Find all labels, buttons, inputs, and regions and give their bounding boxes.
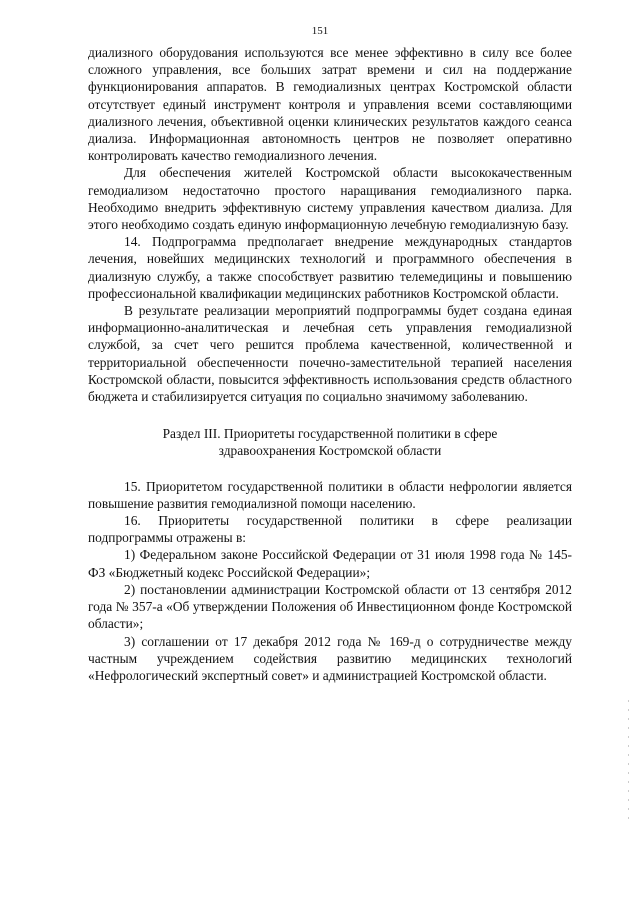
- page-number: 151: [311, 25, 329, 37]
- list-item-3: 3) соглашении от 17 декабря 2012 года № 169-д о сотрудничестве между частным учреждением содействия развитию медицинских технологий «Нефрологический экспертный совет» и администрацией Костромской области.: [88, 633, 572, 683]
- paragraph-continuation: диализного оборудования используются все менее эффективно в силу все более сложного управления, все больших затрат времени и сил на поддержание функционирования аппаратов. В гемодиализных центрах Костромской области отсутствует единый инструмент контроля и управления всеми составляющими диализного лечения, объективной оценки клинических результатов каждого сеанса диализа. Информационная автономность центров не позволяет оперативно контролировать качество гемодиализного лечения.: [88, 45, 572, 164]
- paragraph-hemodialysis-quality: Для обеспечения жителей Костромской области высококачественным гемодиализом недостаточно простого наращивания гемодиализного парка. Необходимо внедрить эффективную систему управления качеством диализа. Для этого необходимо создать единую информационную лечебную гемодиализную базу.: [88, 165, 572, 233]
- section-heading-line-2: здравоохранения Костромской области: [218, 443, 442, 459]
- scan-edge-mark: [628, 700, 629, 820]
- paragraph-subprogram-results: В результате реализации мероприятий подпрограммы будет создана единая информационно-аналитическая и лечебная сеть управления гемодиализной службой, за счет чего решится проблема качественной, количественной и территориальной обеспеченности почечно-заместительной терапией населения Костромской области, повысится эффективность использования средств областного бюджета и стабилизируется ситуация по социально значимому заболеванию.: [88, 303, 572, 405]
- list-item-1: 1) Федеральном законе Российской Федерации от 31 июля 1998 года № 145-ФЗ «Бюджетный кодекс Российской Федерации»;: [88, 547, 572, 580]
- paragraph-item-14: 14. Подпрограмма предполагает внедрение международных стандартов лечения, новейших медицинских технологий и программного обеспечения в диализную службу, а также способствует развитию телемедицины и повышению профессиональной квалификации медицинских работников Костромской области.: [88, 234, 572, 301]
- section-heading-line-1: Раздел III. Приоритеты государственной политики в сфере: [162, 426, 498, 442]
- paragraph-item-15: 15. Приоритетом государственной политики в области нефрологии является повышение развития гемодиализной помощи населению.: [88, 478, 572, 511]
- section-heading: [88, 425, 572, 459]
- paragraph-item-16: 16. Приоритеты государственной политики в сфере реализации подпрограммы отражены в:: [88, 513, 572, 546]
- list-item-2: 2) постановлении администрации Костромской области от 13 сентября 2012 года № 357-а «Об утверждении Положения об Инвестиционном фонде Костромской области»;: [88, 581, 572, 632]
- document-body: [88, 44, 572, 684]
